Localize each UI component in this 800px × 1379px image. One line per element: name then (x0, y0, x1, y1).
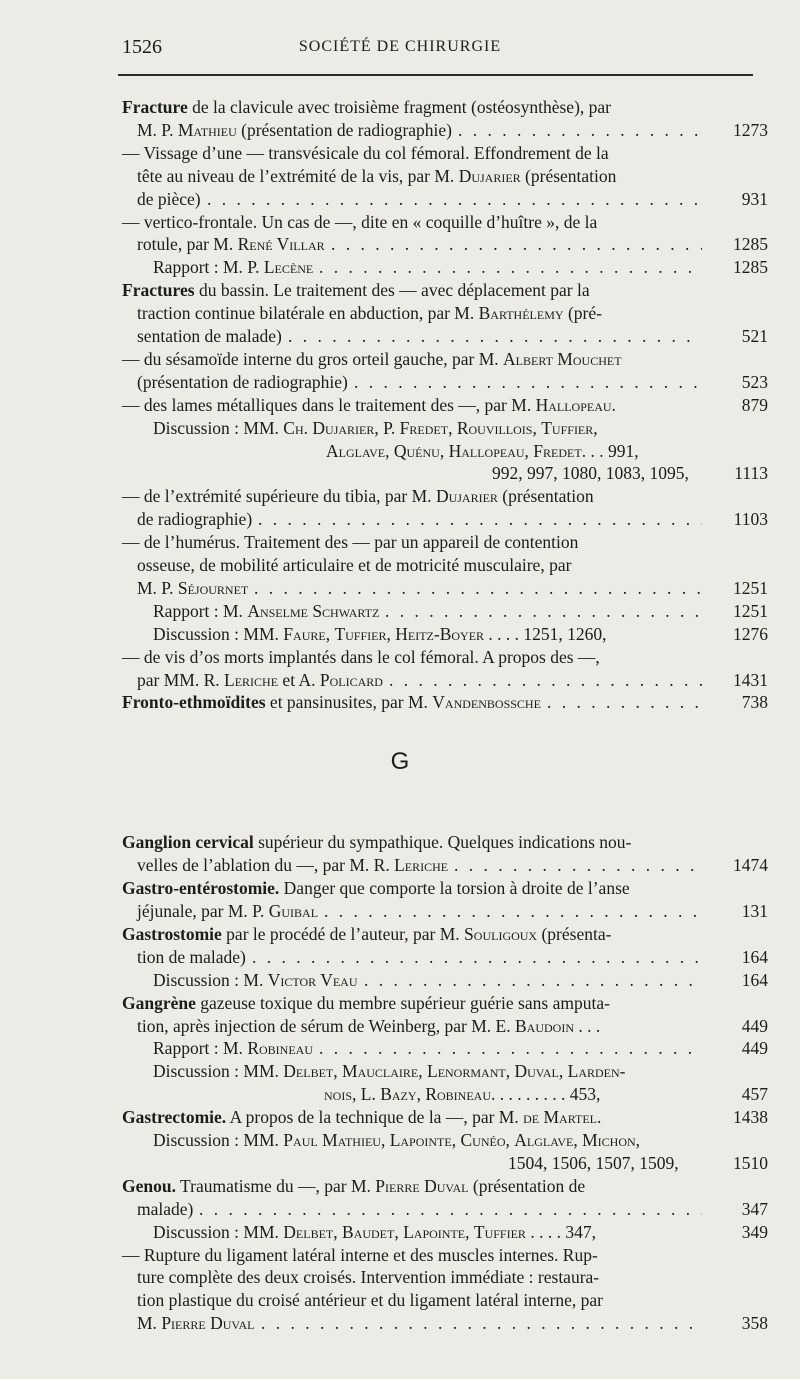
page-reference: 1251 (733, 577, 768, 598)
page-reference: 1285 (733, 257, 768, 278)
index-line (0, 1015, 800, 1038)
dot-leader (254, 577, 702, 600)
entry-text: malade) (137, 1198, 194, 1219)
index-line (0, 1037, 800, 1060)
index-line (0, 1106, 800, 1129)
entry-text: jéjunale, par M. P. Guibal (137, 901, 319, 921)
index-line (0, 946, 800, 969)
entry-text: — de l’extrémité supérieure du tibia, par M. Dujarier (présentation (122, 486, 594, 507)
page-reference: 457 (741, 1084, 768, 1105)
page-reference: 349 (741, 1221, 768, 1242)
index-line (0, 142, 800, 165)
entry-text: Alglave, Quénu, Hallopeau, Fredet. . . 991, (326, 440, 639, 461)
page-reference: 738 (741, 692, 768, 713)
entry-text: Discussion : MM. Ch. Dujarier, P. Fredet, Rouvillois, Tuffier, (153, 417, 598, 438)
index-line (0, 325, 800, 348)
entry-text: M. P. Séjournet (137, 577, 249, 598)
dot-leader (319, 256, 702, 279)
entry-text: tion plastique du croisé antérieur et du ligament latéral interne, par (137, 1290, 604, 1311)
entry-text: Discussion : MM. Delbet, Baudet, Lapointe, Tuffier . . . . 347, (153, 1221, 596, 1242)
entry-text: nois, L. Bazy, Robineau. . . . . . . . . 453, (324, 1084, 601, 1105)
index-line (0, 211, 800, 234)
entry-text: Fractures du bassin. Le traitement des — avec déplacement par la (122, 280, 590, 301)
page-reference: 1103 (733, 509, 768, 530)
index-line (0, 256, 800, 279)
page-reference: 1113 (734, 463, 768, 484)
entry-text: — de vis d’os morts implantés dans le col fémoral. A propos des —, (122, 646, 600, 667)
dot-leader (547, 691, 702, 714)
entry-text: — du sésamoïde interne du gros orteil gauche, par M. Albert Mouchet (122, 348, 622, 369)
index-line (0, 119, 800, 142)
entry-text: Rapport : M. P. Lecène (153, 257, 314, 278)
index-line (0, 233, 800, 256)
entry-text: tion, après injection de sérum de Weinberg, par M. E. Baudoin . . . (137, 1015, 601, 1036)
header-rule (118, 74, 753, 76)
entry-text: traction continue bilatérale en abduction, par M. Barthélemy (pré- (137, 303, 602, 324)
entry-text: rotule, par M. René Villar (137, 234, 325, 255)
index-line (0, 831, 800, 854)
index-line (0, 854, 800, 877)
page-reference: 449 (741, 1015, 768, 1036)
index-line (0, 923, 800, 946)
index-line (0, 900, 800, 923)
entry-text: Fronto-ethmoïdites et pansinusites, par M. Vandenbossche (122, 692, 541, 713)
dot-leader (331, 233, 702, 256)
index-line (0, 1221, 800, 1244)
index-line (0, 462, 800, 485)
page-reference: 1276 (733, 623, 768, 644)
dot-leader (207, 188, 702, 211)
page-number: 1526 (122, 36, 162, 58)
index-line (0, 508, 800, 531)
index-line (0, 165, 800, 188)
dot-leader (454, 854, 702, 877)
page-reference: 1474 (733, 855, 768, 876)
entry-text: — vertico-frontale. Un cas de —, dite en « coquille d’huître », de la (122, 211, 598, 232)
entry-text: — Vissage d’une — transvésicale du col fémoral. Effondrement de la (122, 142, 609, 163)
page-reference: 521 (741, 326, 768, 346)
index-line (0, 348, 800, 371)
running-header: SOCIÉTÉ DE CHIRURGIE (298, 38, 502, 55)
index-line (0, 371, 800, 394)
page-reference: 131 (741, 901, 768, 921)
entry-text: Discussion : M. Victor Veau (153, 969, 358, 990)
entry-text: Discussion : MM. Delbet, Mauclaire, Lenormant, Duval, Larden- (153, 1061, 626, 1082)
index-line (0, 96, 800, 119)
entry-text: Ganglion cervical supérieur du sympathique. Quelques indications nou- (122, 832, 632, 853)
index-line (0, 302, 800, 325)
index-line (0, 600, 800, 623)
entry-text: tion de malade) (137, 946, 246, 967)
page-reference: 358 (741, 1313, 768, 1334)
entry-text: (présentation de radiographie) (137, 371, 348, 392)
dot-leader (319, 1037, 702, 1060)
entry-text: de radiographie) (137, 509, 253, 530)
page-reference: 347 (741, 1198, 768, 1219)
index-line (0, 417, 800, 440)
index-line (0, 691, 800, 714)
entry-text: osseuse, de mobilité articulaire et de motricité musculaire, par (137, 555, 572, 575)
index-line (0, 1244, 800, 1267)
entry-text: — de l’humérus. Traitement des — par un appareil de contention (122, 532, 579, 553)
index-line (0, 1312, 800, 1335)
index-line (0, 531, 800, 554)
index-line (0, 1083, 800, 1106)
dot-leader (324, 900, 702, 923)
dot-leader (364, 969, 702, 992)
page-reference: 1510 (733, 1152, 768, 1173)
entry-text: Discussion : MM. Faure, Tuffier, Heitz-Boyer . . . . 1251, 1260, (153, 623, 607, 644)
index-line (0, 1129, 800, 1152)
index-line (0, 1266, 800, 1289)
entry-text: par MM. R. Leriche et A. Policard (137, 669, 383, 690)
entry-text: Gangrène gazeuse toxique du membre supérieur guérie sans amputa- (122, 992, 610, 1013)
entry-text: Rapport : M. Robineau (153, 1038, 313, 1059)
entry-text: ture complète des deux croisés. Intervention immédiate : restaura- (137, 1267, 600, 1288)
entry-text: Gastrectomie. A propos de la technique de la —, par M. de Martel. (122, 1107, 602, 1128)
index-line (0, 1198, 800, 1221)
index-line (0, 440, 800, 463)
page-reference: 449 (741, 1038, 768, 1059)
dot-leader (385, 600, 702, 623)
entry-text: velles de l’ablation du —, par M. R. Leriche (137, 855, 449, 876)
index-line (0, 669, 800, 692)
index-line (0, 279, 800, 302)
index-line (0, 992, 800, 1015)
section-letter: G (390, 748, 410, 775)
page-reference: 164 (741, 946, 768, 967)
entry-text: sentation de malade) (137, 326, 282, 346)
entry-text: Gastro-entérostomie. Danger que comporte la torsion à droite de l’anse (122, 878, 630, 899)
entry-text: Rapport : M. Anselme Schwartz (153, 600, 380, 621)
dot-leader (199, 1198, 702, 1221)
entry-text: 1504, 1506, 1507, 1509, (508, 1152, 679, 1173)
index-line (0, 188, 800, 211)
index-line (0, 1152, 800, 1175)
page-reference: 1273 (733, 119, 768, 140)
entry-text: Discussion : MM. Paul Mathieu, Lapointe, Cunéo, Alglave, Michon, (153, 1130, 641, 1150)
page-reference: 1431 (733, 669, 768, 690)
entry-text: tête au niveau de l’extrémité de la vis, par M. Dujarier (présentation (137, 165, 617, 186)
entry-text: de pièce) (137, 188, 201, 209)
dot-leader (354, 371, 702, 394)
dot-leader (261, 1312, 702, 1335)
page-reference: 1285 (733, 234, 768, 255)
index-line (0, 646, 800, 669)
index-line (0, 554, 800, 577)
entry-text: Fracture de la clavicule avec troisième fragment (ostéosynthèse), par (122, 97, 611, 117)
page-reference: 523 (741, 371, 768, 392)
page-reference: 164 (741, 969, 768, 990)
dot-leader (389, 669, 702, 692)
entry-text: 992, 997, 1080, 1083, 1095, (492, 463, 689, 484)
page-reference: 1438 (733, 1107, 768, 1128)
index-line (0, 577, 800, 600)
page-reference: 1251 (733, 600, 768, 621)
entry-text: Genou. Traumatisme du —, par M. Pierre Duval (présentation de (122, 1175, 586, 1196)
index-line (0, 1060, 800, 1083)
entry-text: — des lames métalliques dans le traitement des —, par M. Hallopeau. (122, 394, 616, 415)
entry-text: M. Pierre Duval (137, 1313, 255, 1334)
entry-text: M. P. Mathieu (présentation de radiographie) (137, 119, 453, 140)
index-line (0, 485, 800, 508)
dot-leader (288, 325, 702, 348)
index-line (0, 394, 800, 417)
dot-leader (252, 946, 702, 969)
page-reference: 879 (741, 394, 768, 415)
page-reference: 931 (741, 188, 768, 209)
index-line (0, 623, 800, 646)
index-line (0, 1289, 800, 1312)
index-line (0, 877, 800, 900)
index-line (0, 1175, 800, 1198)
entry-text: — Rupture du ligament latéral interne et des muscles internes. Rup- (122, 1244, 598, 1265)
dot-leader (458, 119, 702, 142)
dot-leader (258, 508, 702, 531)
index-line (0, 969, 800, 992)
entry-text: Gastrostomie par le procédé de l’auteur, par M. Souligoux (présenta- (122, 923, 612, 944)
